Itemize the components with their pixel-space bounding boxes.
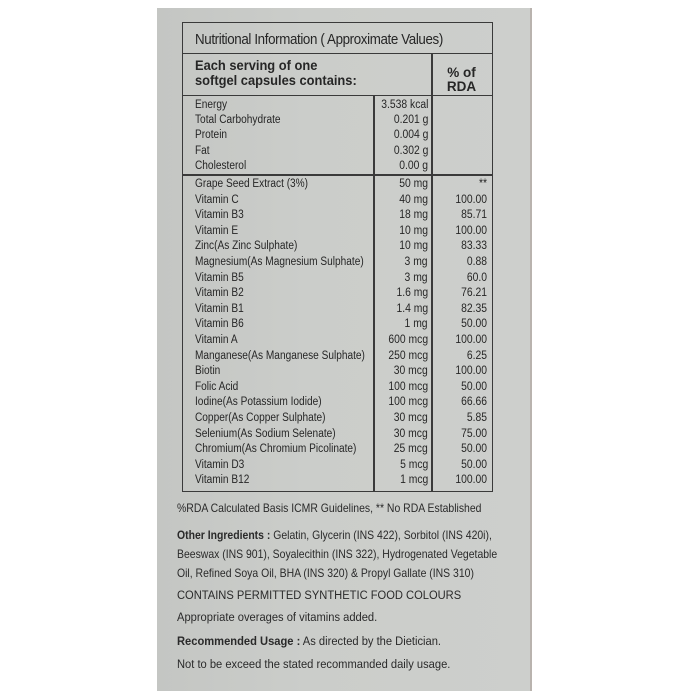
nutrient-rda-percent: 6.25 [466,349,487,362]
nutrient-amount: 0.004 g [393,129,428,142]
nutrient-rda-percent: 100.00 [455,224,487,237]
nutrient-amount: 3 mg [404,256,428,268]
nutrition-table [182,22,493,492]
nutrient-row [183,159,492,175]
nutrient-amount: 100 mcg [388,380,428,393]
recommended-usage [177,634,441,648]
nutrient-rda-percent: 76.21 [461,287,487,300]
nutrient-rda-percent: 5.85 [466,412,487,424]
nutrient-amount: 30 mcg [394,412,428,424]
nutrient-row [183,349,492,365]
nutrient-rda-percent: 50.00 [461,318,487,331]
nutrient-amount: 1 mcg [399,474,428,487]
nutrient-name: Iodine(As Potassium Iodide) [195,396,322,409]
rda-header-line-1: % of [447,65,476,80]
nutrient-name: Biotin [195,365,221,378]
nutrition-header-row [183,54,492,96]
nutrient-row [183,193,492,209]
nutrient-row [183,98,492,114]
nutrient-name: Vitamin B3 [195,209,244,222]
nutrient-row [183,442,492,458]
other-ingredients-line-2: Beeswax (INS 901), Soyalecithin (INS 322), Hydrogenated Vegetable [177,548,498,561]
nutrient-row [183,224,492,240]
nutrient-name: Grape Seed Extract (3%) [195,178,309,190]
nutrient-amount: 18 mg [399,209,428,222]
nutrient-name: Vitamin B6 [195,318,244,331]
nutrient-amount: 50 mg [399,178,428,190]
nutrient-rda-percent: 100.00 [455,334,487,346]
nutrient-amount: 1.4 mg [396,302,428,315]
nutrient-row [183,364,492,380]
nutrient-name: Vitamin B2 [195,287,244,300]
serving-description [195,58,357,88]
serving-line-1: Each serving of one [195,57,318,73]
nutrient-rda-percent: 75.00 [461,427,487,440]
other-ingredients [177,526,533,583]
nutrient-amount: 30 mcg [394,365,428,378]
serving-line-2: softgel capsules contains: [195,72,357,88]
rda-note: %RDA Calculated Basis ICMR Guidelines, ** No RDA Established [177,502,482,515]
other-ingredients-line-1: Gelatin, Glycerin (INS 422), Sorbitol (INS 420i), [270,529,492,542]
nutrient-name: Fat [195,144,210,157]
nutrient-name: Energy [195,99,228,111]
rda-column-header [431,54,492,95]
food-colours-note: CONTAINS PERMITTED SYNTHETIC FOOD COLOURS [177,588,462,602]
other-ingredients-line-3: Oil, Refined Soya Oil, BHA (INS 320) & Propyl Gallate (INS 310) [177,567,474,580]
rda-header-line-2: RDA [446,79,477,94]
nutrient-amount: 250 mcg [388,349,428,362]
nutrient-row [183,128,492,144]
nutrient-rda-percent: 66.66 [461,396,487,409]
nutrient-row [183,271,492,287]
nutrient-amount: 1 mg [404,318,428,331]
nutrient-row [183,333,492,349]
nutrient-row [183,113,492,129]
nutrient-row [183,144,492,160]
nutrient-name: Vitamin D3 [195,458,245,471]
nutrient-row [183,427,492,443]
nutrient-name: Folic Acid [195,380,239,393]
nutrient-row [183,380,492,396]
nutrient-amount: 100 mcg [388,396,428,409]
recommended-usage-text: As directed by the Dietician. [300,634,442,648]
nutrient-name: Chromium(As Chromium Picolinate) [195,443,357,456]
nutrient-amount: 10 mg [399,240,428,253]
nutrient-rda-percent: ** [478,178,487,190]
nutrient-amount: 40 mg [399,193,428,206]
nutrient-amount: 3 mg [404,271,428,284]
nutrient-name: Vitamin E [195,224,239,237]
nutrient-amount: 25 mcg [394,443,428,456]
recommended-usage-label: Recommended Usage : [177,634,301,648]
nutrient-name: Vitamin B1 [195,302,244,315]
nutrient-row [183,411,492,427]
other-ingredients-label: Other Ingredients : [177,529,271,542]
nutrition-title [183,23,492,54]
nutrient-name: Magnesium(As Magnesium Sulphate) [195,256,364,268]
nutrient-name: Protein [195,129,228,142]
nutrient-row [183,317,492,333]
nutrient-rda-percent: 50.00 [461,443,487,456]
nutrient-rda-percent: 60.0 [466,271,487,284]
nutrient-rda-percent: 50.00 [461,380,487,393]
nutrient-rda-percent: 100.00 [455,193,487,206]
nutrient-amount: 0.00 g [399,159,428,172]
nutrient-row [183,286,492,302]
nutrient-amount: 600 mcg [388,334,428,346]
nutrient-row [183,473,492,489]
nutrient-amount: 5 mcg [399,458,428,471]
nutrient-rda-percent: 100.00 [455,365,487,378]
nutrient-name: Manganese(As Manganese Sulphate) [195,349,365,362]
usage-warning: Not to be exceed the stated recommanded daily usage. [177,657,451,671]
nutrient-row [183,458,492,474]
nutrient-row [183,208,492,224]
nutrient-name: Vitamin A [195,334,238,346]
nutrient-amount: 0.201 g [393,114,428,127]
nutrient-name: Vitamin B5 [195,271,244,284]
nutrient-rda-percent: 0.88 [466,256,487,268]
nutrient-amount: 30 mcg [394,427,428,440]
nutrient-name: Cholesterol [195,159,247,172]
nutrient-rda-percent: 100.00 [455,474,487,487]
nutrient-row [183,255,492,271]
product-label-panel [157,8,532,691]
nutrient-amount: 0.302 g [393,144,428,157]
nutrient-row [183,177,492,193]
nutrient-name: Vitamin C [195,193,239,206]
nutrient-name: Copper(As Copper Sulphate) [195,412,326,424]
nutrient-name: Zinc(As Zinc Sulphate) [195,240,298,253]
nutrient-amount: 1.6 mg [396,287,428,300]
nutrient-row [183,239,492,255]
nutrition-title-text: Nutritional Information ( Approximate Values) [195,32,443,48]
nutrient-amount: 10 mg [399,224,428,237]
nutrient-rda-percent: 50.00 [461,458,487,471]
nutrient-rda-percent: 85.71 [461,209,487,222]
nutrient-row [183,302,492,318]
overages-note: Appropriate overages of vitamins added. [177,610,378,624]
nutrient-name: Vitamin B12 [195,474,250,487]
nutrient-amount: 3.538 kcal [380,99,428,111]
nutrient-rda-percent: 83.33 [461,240,487,253]
nutrient-name: Selenium(As Sodium Selenate) [195,427,336,440]
nutrient-rda-percent: 82.35 [461,302,487,315]
nutrient-row [183,395,492,411]
nutrient-name: Total Carbohydrate [195,114,281,127]
